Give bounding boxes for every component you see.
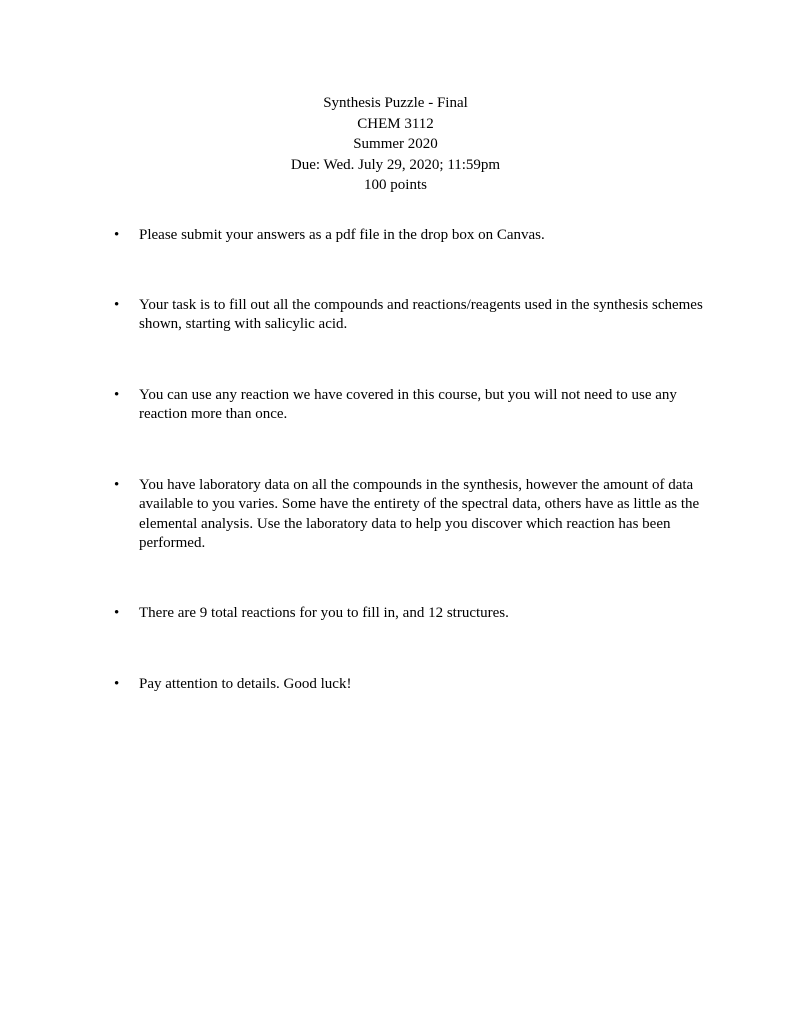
instruction-text: Pay attention to details. Good luck! (139, 676, 352, 692)
instruction-text: Please submit your answers as a pdf file in the drop box on Canvas. (139, 227, 545, 243)
bullet-icon: • (114, 387, 120, 403)
bullet-icon: • (114, 477, 120, 493)
due-date: Due: Wed. July 29, 2020; 11:59pm (290, 156, 501, 173)
course-code: CHEM 3112 (357, 115, 434, 132)
document-title: Synthesis Puzzle - Final (323, 95, 468, 111)
bullet-icon: • (114, 297, 120, 313)
bullet-icon: • (114, 676, 120, 692)
instruction-text: There are 9 total reactions for you to fill in, and 12 structures. (139, 605, 509, 621)
instruction-text: Your task is to fill out all the compounds and reactions/reagents used in the synthesis schemes shown, starting with salicylic acid. (139, 297, 703, 333)
points-total: 100 points (364, 177, 427, 193)
instruction-text: You can use any reaction we have covered in this course, but you will not need to use any reaction more than once. (139, 387, 677, 423)
term: Summer 2020 (353, 136, 438, 152)
document-header (0, 93, 791, 196)
bullet-icon: • (114, 605, 120, 621)
bullet-icon: • (114, 227, 120, 243)
instruction-text: You have laboratory data on all the compounds in the synthesis, however the amount of data available to you varies. Some have the entirety of the spectral data, others have as little as the elemental analysis. Use the laboratory data to help you discover which reaction has been performed. (139, 477, 700, 551)
